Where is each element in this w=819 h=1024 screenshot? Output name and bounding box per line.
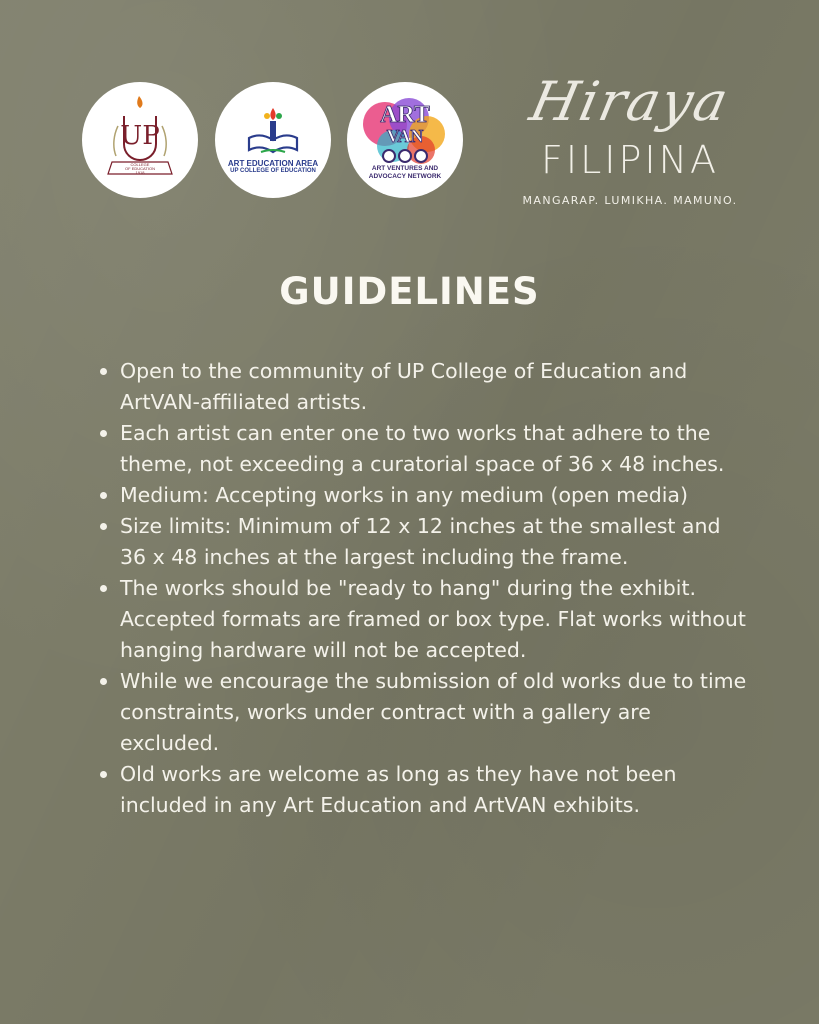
up-college-of-education-logo: [82, 82, 198, 198]
bullet-icon: [100, 771, 107, 778]
list-item: [98, 418, 748, 480]
guideline-text: Medium: Accepting works in any medium (open media): [120, 483, 688, 507]
svg-text:COLLEGE: COLLEGE: [130, 162, 150, 167]
bullet-icon: [100, 492, 107, 499]
list-item: [98, 356, 748, 418]
art-education-area-title: ART EDUCATION AREA: [227, 158, 319, 168]
list-item: [98, 573, 748, 666]
list-item: [98, 759, 748, 821]
art-education-area-subtitle: UP COLLEGE OF EDUCATION: [230, 168, 316, 175]
svg-text:1918: 1918: [135, 170, 145, 175]
brand-main-text: FILIPINA: [541, 138, 719, 182]
list-item: [98, 511, 748, 573]
list-item: [98, 666, 748, 759]
guideline-text: While we encourage the submission of old works due to time constraints, works under contract with a gallery are excluded.: [120, 669, 747, 755]
bullet-icon: [100, 430, 107, 437]
artvan-word-art: ART: [380, 102, 430, 128]
list-item: [98, 480, 748, 511]
guideline-text: Size limits: Minimum of 12 x 12 inches at the smallest and 36 x 48 inches at the largest including the frame.: [120, 514, 721, 569]
artvan-logo: [347, 82, 463, 198]
bullet-icon: [100, 585, 107, 592]
guideline-text: Old works are welcome as long as they have not been included in any Art Education and ArtVAN exhibits.: [120, 762, 677, 817]
guideline-text: Each artist can enter one to two works that adhere to the theme, not exceeding a curatorial space of 36 x 48 inches.: [120, 421, 725, 476]
page-title: GUIDELINES: [279, 270, 540, 313]
hiraya-filipina-brand: [510, 70, 750, 210]
brand-script-text: Hiraya: [524, 70, 736, 133]
bullet-icon: [100, 678, 107, 685]
bullet-icon: [100, 523, 107, 530]
torch-book-icon: [243, 106, 303, 156]
art-education-area-logo: [215, 82, 331, 198]
artvan-tagline-1: ART VENTURES AND: [371, 165, 439, 172]
guidelines-list: [98, 356, 748, 821]
guideline-text: Open to the community of UP College of Education and ArtVAN-affiliated artists.: [120, 359, 688, 414]
svg-text:OF EDUCATION: OF EDUCATION: [125, 166, 155, 171]
guideline-text: The works should be "ready to hang" during the exhibit. Accepted formats are framed or box type. Flat works without hanging hardware will not be accepted.: [120, 576, 746, 662]
brand-tagline: MANGARAP. LUMIKHA. MAMUNO.: [522, 194, 738, 207]
artvan-tagline-2: ADVOCACY NETWORK: [368, 173, 442, 180]
artvan-word-van: VAN: [386, 126, 424, 146]
up-monogram: UP: [120, 121, 160, 151]
bullet-icon: [100, 368, 107, 375]
artvan-splash-icon: [347, 82, 463, 198]
up-seal-icon: [82, 82, 198, 198]
